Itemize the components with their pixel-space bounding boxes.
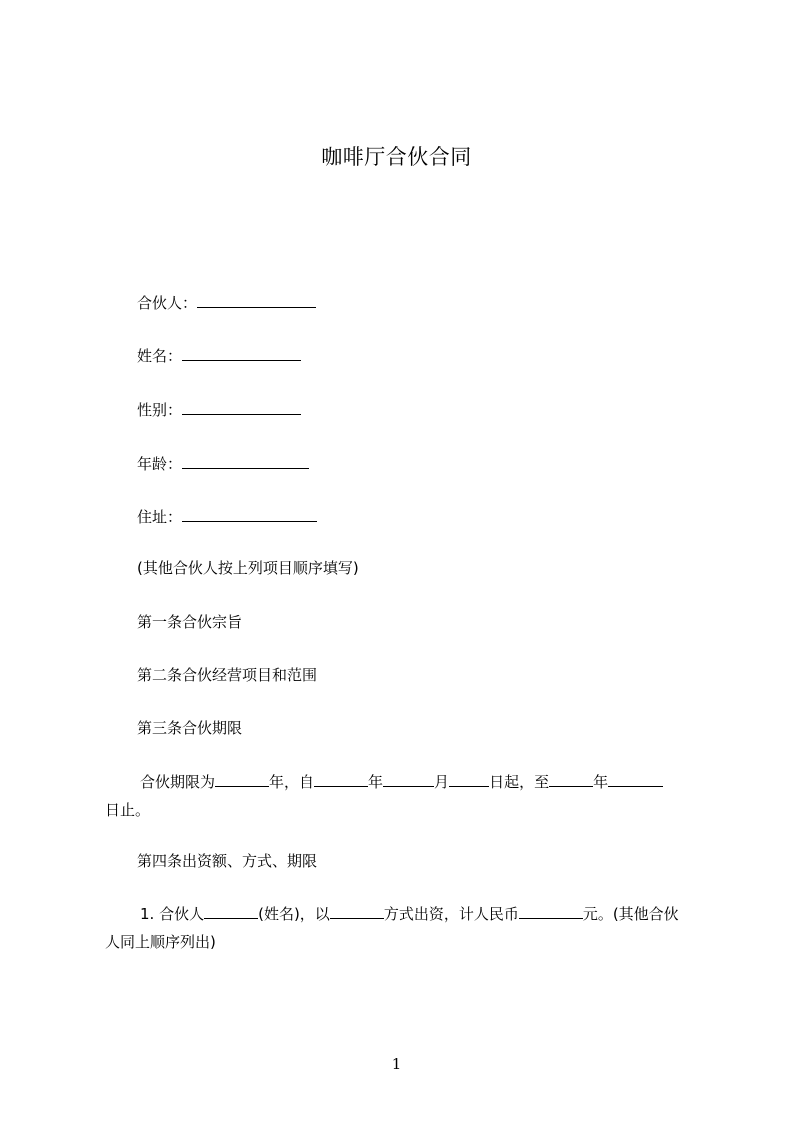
article-3-heading: 第三条合伙期限 <box>137 719 243 737</box>
contribution-text-5: 人同上顺序列出) <box>105 933 216 951</box>
name-field <box>137 344 301 366</box>
term-text-3: 年 <box>368 773 384 791</box>
term-clause <box>105 768 709 824</box>
page-number: 1 <box>391 1055 402 1073</box>
partner-name-blank[interactable] <box>204 902 258 919</box>
fill-note: (其他合伙人按上列项目顺序填写) <box>137 559 359 577</box>
address-field <box>137 505 317 527</box>
partner-label: 合伙人： <box>137 294 198 312</box>
contribution-text-1: 1. 合伙人 <box>140 905 205 923</box>
name-blank[interactable] <box>182 344 301 361</box>
age-label: 年龄： <box>137 455 183 473</box>
partner-field <box>137 291 316 313</box>
term-years-blank[interactable] <box>215 770 269 787</box>
contribution-text-3: 方式出资，计人民币 <box>383 905 519 923</box>
end-month-blank[interactable] <box>608 770 663 787</box>
term-clause-line-2 <box>105 796 709 824</box>
age-blank[interactable] <box>182 452 309 469</box>
article-1-heading: 第一条合伙宗旨 <box>137 613 243 631</box>
start-day-blank[interactable] <box>449 770 489 787</box>
age-field <box>137 452 309 474</box>
address-label: 住址： <box>137 508 183 526</box>
gender-blank[interactable] <box>182 398 301 415</box>
start-month-blank[interactable] <box>383 770 434 787</box>
contribution-clause-line-1 <box>105 900 709 928</box>
name-label: 姓名： <box>137 347 183 365</box>
term-text-2: 年，自 <box>269 773 315 791</box>
gender-field <box>137 398 301 420</box>
address-blank[interactable] <box>182 505 317 522</box>
term-clause-line-1 <box>105 768 709 796</box>
term-text-7: 日止。 <box>105 801 151 819</box>
start-year-blank[interactable] <box>314 770 368 787</box>
term-text-1: 合伙期限为 <box>140 773 216 791</box>
term-text-4: 月 <box>434 773 450 791</box>
contribution-method-blank[interactable] <box>330 902 384 919</box>
article-2-heading: 第二条合伙经营项目和范围 <box>137 666 318 684</box>
partner-blank[interactable] <box>197 291 316 308</box>
term-text-5: 日起，至 <box>489 773 550 791</box>
end-year-blank[interactable] <box>549 770 593 787</box>
article-4-heading: 第四条出资额、方式、期限 <box>137 852 318 870</box>
document-title: 咖啡厅合伙合同 <box>321 145 472 169</box>
contribution-text-4: 元。(其他合伙 <box>582 905 679 923</box>
term-text-6: 年 <box>593 773 609 791</box>
contribution-clause <box>105 900 709 956</box>
contribution-clause-line-2 <box>105 928 709 956</box>
contribution-amount-blank[interactable] <box>519 902 583 919</box>
gender-label: 性别： <box>137 401 183 419</box>
contribution-text-2: (姓名)，以 <box>258 905 330 923</box>
